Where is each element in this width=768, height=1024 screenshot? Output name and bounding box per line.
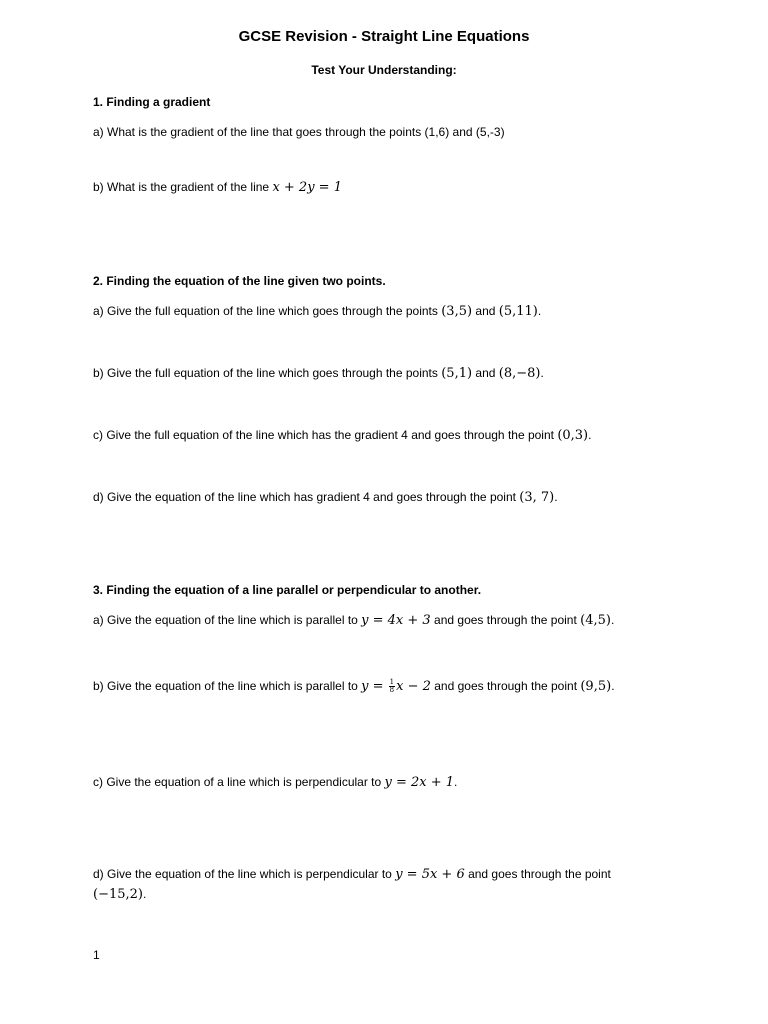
question-3b-end: .: [611, 679, 615, 693]
question-2a-and: and: [472, 304, 499, 318]
question-3b-text: b) Give the equation of the line which is parallel to: [93, 679, 362, 693]
question-3a-text: a) Give the equation of the line which is parallel to: [93, 613, 362, 627]
question-2c: [93, 427, 591, 444]
question-2b: [93, 365, 544, 382]
question-3d-end: .: [142, 887, 147, 901]
fraction-denominator: 8: [389, 686, 395, 695]
question-3b-mid: and goes through the point: [430, 679, 581, 693]
question-3a: [93, 612, 614, 629]
question-2c-end: .: [588, 428, 592, 442]
question-3d-text: d) Give the equation of the line which is perpendicular to: [93, 867, 396, 881]
question-2d-point: (3, 7): [519, 490, 555, 505]
page-subtitle: Test Your Understanding:: [311, 63, 457, 77]
question-3b-equation-end: x − 2: [396, 679, 431, 694]
question-2c-point: (0,3): [557, 428, 589, 443]
question-1a: a) What is the gradient of the line that goes through the points (1,6) and (5,-3): [93, 125, 505, 139]
question-3d: [93, 866, 611, 883]
question-3d-continued: [93, 886, 146, 903]
question-3b-point: (9,5): [580, 679, 612, 694]
question-2c-text: c) Give the full equation of the line which has the gradient 4 and goes through the point: [93, 428, 558, 442]
question-3b-equation-start: y =: [361, 679, 388, 694]
question-1b-text: b) What is the gradient of the line: [93, 180, 273, 194]
question-2d-text: d) Give the equation of the line which has gradient 4 and goes through the point: [93, 490, 520, 504]
question-3a-equation: y = 4x + 3: [361, 613, 431, 628]
question-2b-end: .: [540, 366, 544, 380]
page-title: GCSE Revision - Straight Line Equations: [238, 28, 530, 45]
question-3d-mid: and goes through the point: [464, 867, 611, 881]
question-3c-equation: y = 2x + 1: [384, 775, 455, 790]
question-3c-text: c) Give the equation of a line which is perpendicular to: [93, 775, 385, 789]
question-2b-text: b) Give the full equation of the line which goes through the points: [93, 366, 442, 380]
question-3c: [93, 774, 457, 791]
question-3c-end: .: [454, 775, 458, 789]
question-2d-end: .: [554, 490, 558, 504]
section3-heading: 3. Finding the equation of a line parallel or perpendicular to another.: [93, 583, 482, 597]
question-2b-and: and: [472, 366, 499, 380]
question-3a-mid: and goes through the point: [430, 613, 581, 627]
question-2a-end: .: [537, 304, 542, 318]
question-2a-text: a) Give the full equation of the line which goes through the points: [93, 304, 442, 318]
section1-heading: 1. Finding a gradient: [93, 95, 211, 109]
question-1b: [93, 179, 342, 196]
question-3a-point: (4,5): [580, 613, 611, 628]
question-2a-point1: (3,5): [441, 304, 473, 319]
page-number: 1: [93, 948, 100, 962]
question-2b-point2: (8,−8): [498, 366, 541, 381]
question-3a-end: .: [610, 613, 615, 627]
question-1b-equation: x + 2y = 1: [272, 180, 342, 195]
fraction-numerator: 1: [389, 678, 395, 687]
question-3d-equation: y = 5x + 6: [395, 867, 465, 882]
question-2a-point2: (5,11): [498, 304, 538, 319]
question-2b-point1: (5,1): [441, 366, 473, 381]
section2-heading: 2. Finding the equation of the line given two points.: [93, 274, 386, 288]
question-3b-fraction: [389, 679, 395, 694]
question-2a: [93, 303, 541, 320]
question-3d-point: (−15,2): [93, 887, 143, 902]
question-2d: [93, 489, 558, 506]
question-3b: [93, 678, 615, 695]
